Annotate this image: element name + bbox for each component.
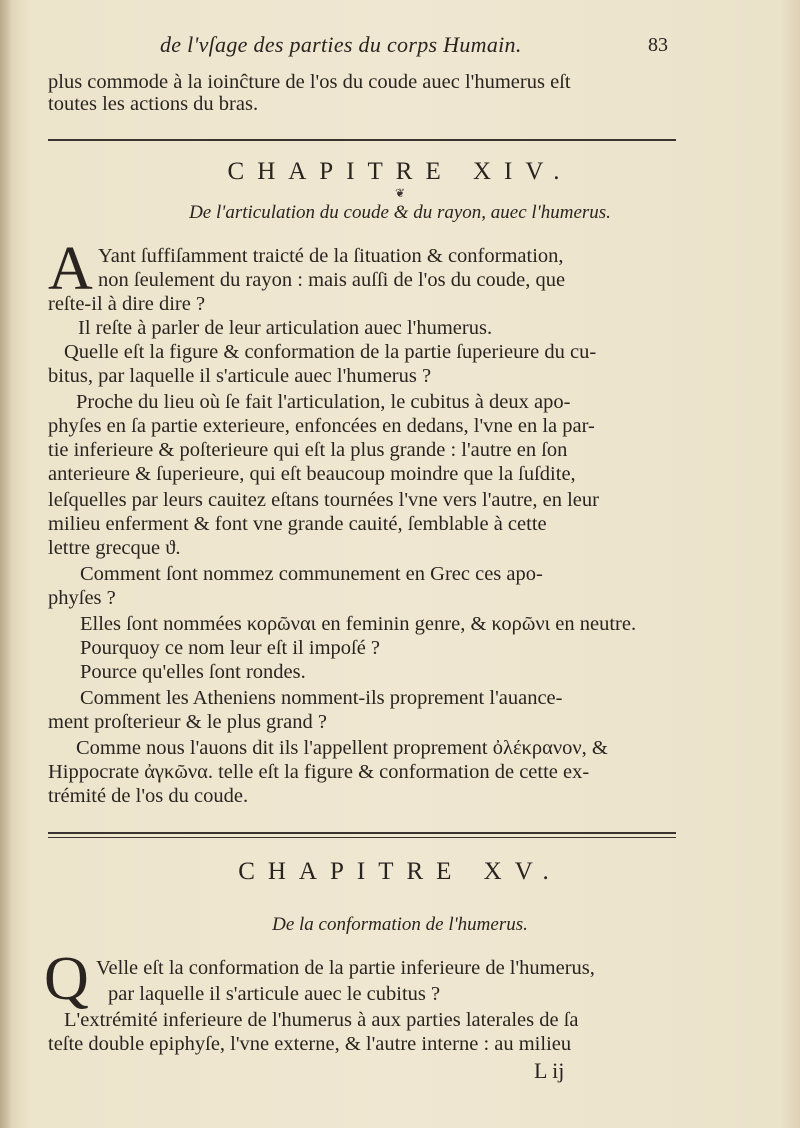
chapter-15-subtitle: De la conformation de l'humerus.: [272, 914, 528, 935]
text-line: Comment ſont nommez communement en Grec ces apo-: [80, 563, 543, 585]
chapter-14-dropcap: A: [48, 235, 93, 303]
text-line: plus commode à la ioinĉture de l'os du coude auec l'humerus eſt: [48, 71, 571, 93]
text-line: reſte-il à dire dire ?: [48, 293, 206, 315]
text-line: Elles ſont nommées κορῶναι en feminin genre, & κορῶνι en neutre.: [80, 613, 637, 635]
chapter-15-title: CHAPITRE XV.: [238, 858, 562, 885]
text-line: Pourquoy ce nom leur eſt il impoſé ?: [80, 637, 381, 659]
text-line: non ſeulement du rayon : mais auſſi de l'os du coude, que: [98, 269, 566, 291]
text-line: trémité de l'os du coude.: [48, 785, 249, 807]
chapter-14-subtitle: De l'articulation du coude & du rayon, auec l'humerus.: [189, 202, 611, 223]
text-line: tie inferieure & poſterieure qui eſt la plus grande : l'autre en ſon: [48, 439, 568, 461]
text-line: leſquelles par leurs cauitez eſtans tournées l'vne vers l'autre, en leur: [48, 489, 599, 511]
page-header: [0, 28, 800, 58]
text-line: Velle eſt la conformation de la partie inferieure de l'humerus,: [96, 957, 595, 979]
text-line: bitus, par laquelle il s'articule auec l'humerus ?: [48, 365, 432, 387]
text-line: phyſes en ſa partie exterieure, enfoncées en dedans, l'vne en la par-: [48, 415, 595, 437]
text-line: toutes les actions du bras.: [48, 93, 259, 115]
text-line: Comment les Atheniens nomment-ils proprement l'auance-: [80, 687, 563, 709]
text-line: Yant ſuffiſamment traicté de la ſituation & conformation,: [98, 245, 564, 267]
text-line: Quelle eſt la figure & conformation de la partie ſuperieure du cu-: [64, 341, 597, 363]
fleuron-ornament: ❦: [394, 186, 406, 200]
text-line: teſte double epiphyſe, l'vne externe, & l'autre interne : au milieu: [48, 1033, 572, 1055]
text-line: Il reſte à parler de leur articulation auec l'humerus.: [78, 317, 493, 339]
page-number: 83: [648, 34, 668, 56]
text-line: phyſes ?: [48, 587, 116, 609]
text-line: Comme nous l'auons dit ils l'appellent proprement ὀλέκρανον, &: [76, 737, 608, 759]
text-line: ment proſterieur & le plus grand ?: [48, 711, 327, 733]
text-line: L'extrémité inferieure de l'humerus à aux parties laterales de ſa: [64, 1009, 579, 1031]
text-line: Proche du lieu où ſe fait l'articulation, le cubitus à deux apo-: [76, 391, 571, 413]
chapter-15-dropcap: Q: [44, 945, 89, 1013]
text-line: Pource qu'elles ſont rondes.: [80, 661, 306, 683]
text-line: Hippocrate ἀγκῶνα. telle eſt la figure & conformation de cette ex-: [48, 761, 590, 783]
text-line: milieu enferment & font vne grande cauité, ſemblable à cette: [48, 513, 547, 535]
chapter-14-title: CHAPITRE XIV.: [227, 158, 573, 185]
text-line: par laquelle il s'articule auec le cubitus ?: [108, 983, 441, 1005]
section-rule: [48, 832, 676, 834]
section-rule: [48, 139, 676, 141]
text-line: anterieure & ſuperieure, qui eſt beaucoup moindre que la ſuſdite,: [48, 463, 576, 485]
text-line: lettre grecque ϑ.: [48, 537, 181, 559]
signature-mark: L ij: [534, 1058, 565, 1083]
running-head: de l'vſage des parties du corps Humain.: [160, 32, 522, 57]
section-rule: [48, 837, 676, 838]
